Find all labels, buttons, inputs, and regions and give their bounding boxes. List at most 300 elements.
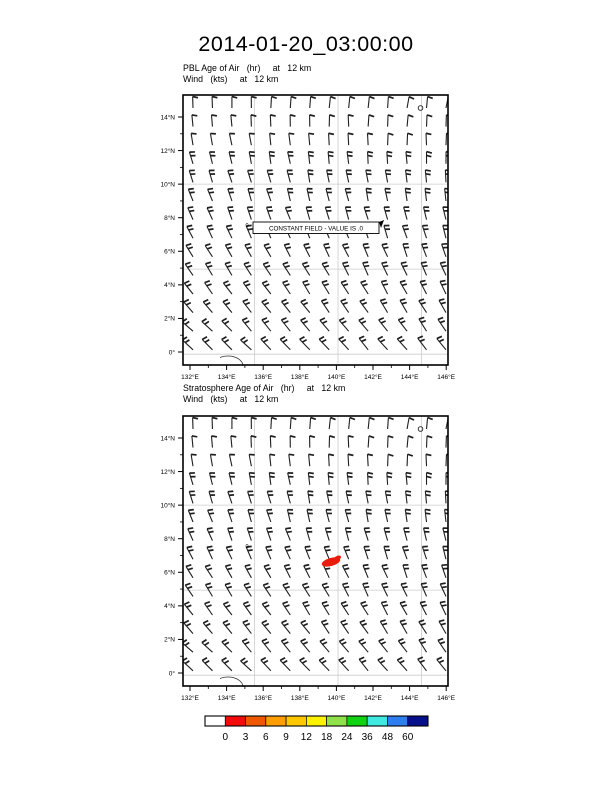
- y-tick-label: 6°N: [164, 248, 175, 256]
- wind-barb: [168, 546, 175, 559]
- wind-barb: [366, 510, 372, 522]
- wind-barb: [270, 436, 275, 448]
- wind-barb: [310, 115, 315, 127]
- wind-barb: [422, 244, 428, 257]
- wind-barb: [329, 418, 335, 429]
- colorbar-segment: [246, 716, 266, 726]
- wind-barb: [285, 528, 291, 541]
- wind-barb: [169, 189, 175, 201]
- wind-barb: [341, 602, 349, 615]
- colorbar-segment: [266, 716, 286, 726]
- wind-barb: [284, 565, 291, 578]
- wind-barb: [364, 546, 370, 559]
- wind-barb: [287, 170, 293, 182]
- wind-barb: [228, 528, 234, 541]
- wind-barb: [400, 620, 407, 634]
- wind-barb: [284, 244, 291, 257]
- wind-barb: [166, 583, 174, 596]
- wind-barb: [281, 639, 290, 652]
- wind-barb: [209, 170, 215, 182]
- wind-barb: [327, 491, 333, 503]
- wind-barb: [243, 299, 252, 312]
- wind-barb: [307, 510, 313, 522]
- wind-barb: [301, 318, 310, 331]
- x-tick-label: 132°E: [181, 374, 199, 381]
- wind-barb: [301, 639, 310, 652]
- wind-barb: [403, 565, 409, 578]
- wind-barb: [247, 528, 253, 541]
- wind-barb: [360, 620, 368, 633]
- wind-barb: [388, 97, 394, 108]
- wind-barb: [437, 657, 446, 671]
- wind-barb: [189, 473, 195, 485]
- wind-barb: [309, 454, 314, 466]
- calm-wind-circle-icon: [418, 106, 423, 111]
- wind-barb: [164, 300, 174, 313]
- wind-barb: [306, 207, 312, 219]
- wind-barb: [378, 337, 388, 350]
- wind-barb: [407, 454, 413, 466]
- zero-contour-label: 0: [245, 544, 249, 550]
- wind-barb: [367, 133, 372, 145]
- wind-barb: [405, 188, 411, 201]
- wind-barb: [368, 115, 374, 127]
- wind-barb: [187, 225, 194, 238]
- wind-barb: [363, 244, 369, 257]
- wind-barb: [319, 658, 329, 671]
- wind-barb: [329, 97, 335, 108]
- wind-barb: [186, 565, 193, 578]
- wind-barb: [419, 638, 427, 652]
- wind-barb: [329, 115, 335, 127]
- x-tick-label: 134°E: [217, 374, 236, 381]
- wind-barb: [388, 115, 394, 127]
- wind-barb: [262, 318, 271, 331]
- wind-barb: [368, 436, 374, 448]
- wind-barb: [437, 336, 446, 350]
- wind-barb: [203, 621, 212, 634]
- wind-barb: [424, 528, 430, 541]
- wind-barb: [324, 244, 331, 257]
- wind-barb: [223, 299, 232, 312]
- wind-barb: [202, 337, 212, 350]
- wind-barb: [320, 318, 329, 331]
- wind-barb: [166, 262, 174, 275]
- wind-barb: [427, 418, 433, 429]
- wind-barb: [398, 639, 407, 652]
- wind-barb: [225, 244, 232, 257]
- panel2-wind-title: Wind (kts) at 12 km: [183, 394, 279, 404]
- colorbar-tick-label: 0: [222, 732, 229, 743]
- wind-barb: [229, 455, 234, 467]
- wind-barb: [347, 473, 352, 485]
- wind-barb: [329, 454, 334, 466]
- wind-barb: [438, 639, 446, 653]
- wind-barb: [288, 152, 294, 164]
- annotation-pointer-icon: [379, 220, 384, 228]
- wind-barb: [425, 509, 430, 522]
- wind-barb: [172, 418, 177, 429]
- wind-barb: [164, 621, 174, 634]
- wind-barb: [439, 299, 446, 313]
- wind-barb: [282, 299, 291, 312]
- wind-barb: [205, 281, 213, 294]
- wind-barb: [188, 207, 194, 220]
- x-tick-label: 132°E: [181, 695, 199, 702]
- wind-barb: [398, 318, 407, 331]
- wind-barb: [182, 640, 193, 652]
- wind-barb: [348, 454, 353, 466]
- wind-barb: [309, 133, 314, 145]
- wind-barb: [384, 546, 390, 559]
- wind-barb: [425, 188, 430, 201]
- wind-barb: [264, 565, 271, 578]
- y-tick-label: 2°N: [164, 315, 175, 323]
- wind-barb: [326, 510, 332, 522]
- wind-barb: [319, 337, 329, 350]
- wind-barb: [249, 133, 254, 145]
- colorbar-tick-label: 36: [361, 732, 373, 743]
- wind-barb: [387, 473, 392, 485]
- wind-barb: [267, 189, 273, 201]
- x-tick-label: 144°E: [400, 374, 419, 381]
- wind-barb: [382, 244, 389, 257]
- wind-barb: [188, 528, 194, 541]
- coastline: [187, 667, 243, 687]
- wind-barb: [343, 244, 350, 257]
- x-tick-label: 146°E: [437, 695, 456, 702]
- wind-barb: [402, 225, 408, 238]
- wind-barb: [308, 491, 314, 503]
- wind-barb: [222, 337, 232, 350]
- wind-barb: [184, 300, 193, 313]
- wind-barb: [405, 509, 411, 522]
- wind-barb: [419, 620, 427, 633]
- wind-barb: [343, 565, 350, 578]
- wind-barb: [325, 207, 331, 220]
- wind-barb: [163, 658, 174, 671]
- wind-barb: [285, 546, 292, 559]
- wind-barb: [303, 281, 310, 294]
- wind-barb: [280, 658, 290, 671]
- x-tick-label: 136°E: [254, 374, 273, 381]
- x-tick-label: 142°E: [364, 695, 382, 702]
- wind-barb: [419, 299, 427, 312]
- wind-barb: [228, 510, 234, 522]
- wind-barb: [290, 418, 296, 429]
- wind-barb: [341, 281, 349, 294]
- wind-barb: [321, 299, 329, 312]
- wind-barb: [249, 454, 254, 466]
- wind-barb: [248, 189, 254, 201]
- wind-barb: [388, 454, 394, 466]
- wind-barb: [366, 189, 372, 201]
- wind-barb: [422, 546, 428, 559]
- wind-barb: [349, 97, 355, 108]
- wind-barb: [388, 418, 394, 429]
- wind-barb: [320, 639, 329, 652]
- wind-barb: [251, 97, 256, 108]
- wind-barb: [262, 621, 271, 634]
- wind-barb: [359, 318, 368, 331]
- wind-barb: [407, 133, 413, 145]
- wind-barb: [368, 473, 373, 485]
- wind-barb: [379, 318, 388, 331]
- wind-barb: [288, 473, 294, 485]
- wind-barb: [231, 115, 236, 127]
- y-axis: [160, 113, 183, 356]
- wind-barb: [300, 337, 310, 350]
- wind-barb: [388, 133, 394, 145]
- wind-barb: [182, 658, 193, 671]
- wind-barb: [427, 436, 433, 448]
- wind-barb: [241, 337, 252, 350]
- wind-barb: [248, 170, 254, 182]
- wind-barb: [385, 491, 391, 503]
- y-tick-label: 8°N: [164, 215, 175, 223]
- wind-barb: [341, 620, 349, 633]
- y-tick-label: 12°N: [160, 468, 175, 476]
- wind-barb: [251, 436, 256, 448]
- wind-barb: [223, 602, 232, 615]
- wind-barb: [400, 299, 407, 313]
- wind-barb: [427, 115, 433, 127]
- wind-barb: [228, 189, 234, 201]
- wind-barb: [270, 454, 275, 466]
- wind-barb: [202, 640, 213, 653]
- wind-barb: [245, 565, 252, 578]
- colorbar-tick-label: 6: [263, 732, 269, 743]
- wind-barb: [171, 455, 176, 467]
- wind-barb: [248, 510, 254, 522]
- wind-barb: [243, 620, 252, 633]
- wind-barb: [442, 244, 448, 257]
- wind-barb: [329, 436, 335, 448]
- wind-barb: [345, 510, 351, 522]
- wind-barb: [242, 318, 251, 331]
- wind-barb: [241, 658, 252, 671]
- wind-barb: [232, 418, 237, 430]
- colorbar-segment: [327, 716, 347, 726]
- wind-barb: [347, 152, 352, 164]
- zero-contour-label: 0: [245, 223, 249, 229]
- y-tick-label: 14°N: [160, 435, 175, 443]
- wind-barb: [207, 225, 214, 238]
- wind-barb: [310, 436, 315, 448]
- wind-barb: [269, 473, 274, 485]
- wind-barb: [446, 454, 452, 466]
- wind-barb: [248, 491, 254, 503]
- wind-barb: [339, 639, 348, 652]
- y-tick-label: 0°: [168, 670, 175, 678]
- x-tick-label: 146°E: [437, 374, 456, 381]
- wind-barb: [203, 300, 212, 313]
- wind-barb: [366, 491, 372, 503]
- wind-barb: [207, 546, 214, 559]
- x-tick-label: 134°E: [217, 695, 236, 702]
- wind-barb: [402, 546, 408, 559]
- wind-barb: [361, 602, 368, 615]
- wind-barb: [446, 418, 453, 429]
- wind-barb: [424, 207, 430, 220]
- wind-barb: [187, 546, 194, 559]
- wind-barb: [228, 491, 234, 503]
- wind-barb: [367, 454, 372, 466]
- wind-barb: [271, 97, 277, 108]
- wind-barb: [308, 152, 313, 164]
- wind-barb: [425, 491, 430, 503]
- wind-barb: [207, 207, 214, 220]
- wind-barb: [446, 436, 452, 448]
- x-tick-label: 136°E: [254, 695, 273, 702]
- x-axis: [181, 686, 456, 702]
- wind-barb: [287, 189, 293, 201]
- annotation-text: CONSTANT FIELD - VALUE IS .0: [268, 225, 364, 233]
- x-tick-label: 138°E: [290, 695, 309, 702]
- wind-barb: [361, 281, 368, 294]
- wind-barb: [191, 133, 196, 145]
- y-tick-label: 10°N: [160, 502, 175, 510]
- wind-barb: [243, 602, 251, 615]
- wind-barb: [211, 115, 216, 127]
- wind-barb: [231, 436, 236, 448]
- wind-barb: [228, 207, 234, 220]
- wind-barb: [249, 152, 255, 164]
- wind-barb: [403, 244, 409, 257]
- wind-barb: [438, 318, 446, 332]
- wind-barb: [229, 152, 235, 164]
- wind-barb: [262, 281, 271, 294]
- wind-barb: [363, 565, 369, 578]
- wind-barb: [380, 299, 387, 313]
- wind-barb: [406, 152, 411, 164]
- x-tick-label: 140°E: [327, 695, 346, 702]
- colorbar-segment: [408, 716, 428, 726]
- wind-barb: [287, 510, 293, 522]
- wind-barb: [202, 658, 212, 671]
- wind-barb: [381, 281, 388, 294]
- age-of-air-colorbar: [195, 712, 445, 752]
- colorbar-segment: [225, 716, 245, 726]
- wind-barb: [384, 207, 390, 219]
- wind-barb: [269, 152, 274, 164]
- gridlines: [183, 416, 448, 686]
- wind-barb: [446, 97, 453, 108]
- wind-barb: [446, 115, 452, 127]
- colorbar-tick-label: 18: [321, 732, 333, 743]
- wind-barb: [387, 152, 392, 164]
- wind-barb: [261, 658, 271, 671]
- wind-barb: [208, 510, 214, 522]
- wind-barb: [262, 639, 271, 652]
- pbl-wind-map: [146, 90, 458, 390]
- wind-barb: [346, 170, 352, 182]
- wind-barb: [280, 337, 290, 350]
- wind-barb: [308, 473, 313, 485]
- y-tick-label: 8°N: [164, 536, 175, 544]
- wind-barb: [222, 658, 232, 671]
- wind-barb: [303, 602, 310, 615]
- wind-barb: [193, 97, 198, 108]
- wind-barb: [328, 473, 333, 485]
- wind-barb: [264, 244, 271, 257]
- colorbar-segment: [347, 716, 367, 726]
- wind-barb: [210, 473, 216, 485]
- wind-barb: [339, 337, 349, 350]
- wind-barb: [324, 546, 330, 559]
- wind-barb: [327, 170, 333, 182]
- wind-barb: [385, 170, 391, 182]
- y-tick-label: 14°N: [160, 114, 175, 122]
- wind-barb: [310, 418, 316, 429]
- wind-barb: [322, 281, 329, 294]
- wind-barb: [440, 602, 447, 615]
- wind-barb: [223, 620, 232, 633]
- wind-barb: [440, 281, 447, 294]
- x-tick-label: 140°E: [327, 374, 346, 381]
- wind-barb: [307, 189, 313, 201]
- wind-barb: [301, 299, 310, 312]
- wind-barb: [289, 133, 294, 145]
- wind-barb: [184, 621, 193, 634]
- coastline: [187, 346, 243, 366]
- wind-barb: [212, 418, 217, 429]
- x-tick-label: 142°E: [364, 374, 382, 381]
- wind-barb: [186, 244, 193, 257]
- wind-barb: [446, 133, 452, 145]
- wind-barb: [270, 133, 275, 145]
- wind-barb: [262, 300, 271, 313]
- wind-barb: [418, 657, 427, 671]
- wind-barb: [382, 565, 389, 578]
- colorbar-tick-label: 3: [242, 732, 249, 743]
- wind-barb: [305, 546, 311, 559]
- wind-barb: [321, 620, 329, 633]
- wind-barb: [345, 207, 351, 219]
- wind-barb: [359, 639, 368, 652]
- panel2-field-title: Stratosphere Age of Air (hr) at 12 km: [183, 383, 346, 393]
- wind-barb: [404, 528, 410, 540]
- wind-barb: [281, 318, 290, 331]
- wind-barb: [247, 207, 253, 220]
- wind-barb: [388, 436, 394, 448]
- wind-barb: [425, 170, 430, 182]
- colorbar-segment: [367, 716, 387, 726]
- wind-barb: [427, 473, 432, 485]
- panel1-field-title: PBL Age of Air (hr) at 12 km: [183, 63, 312, 73]
- wind-barb: [345, 528, 351, 540]
- wind-barb: [308, 170, 314, 182]
- wind-barb: [442, 565, 448, 578]
- x-axis: [181, 365, 456, 381]
- wind-barb: [426, 133, 431, 145]
- wind-barb: [189, 170, 195, 182]
- wind-barb: [426, 454, 431, 466]
- wind-barb: [205, 565, 212, 578]
- wind-barb: [207, 528, 214, 541]
- wind-barb: [182, 319, 193, 331]
- wind-barb: [184, 281, 193, 294]
- wind-barb: [400, 281, 407, 294]
- wind-barb: [243, 281, 251, 294]
- colorbar-segments: [205, 716, 428, 726]
- wind-barb: [267, 170, 273, 182]
- wind-barb: [283, 602, 291, 615]
- wind-barb: [168, 225, 175, 238]
- wind-barb: [209, 491, 215, 503]
- wind-barb: [364, 528, 370, 541]
- wind-barb: [262, 602, 271, 615]
